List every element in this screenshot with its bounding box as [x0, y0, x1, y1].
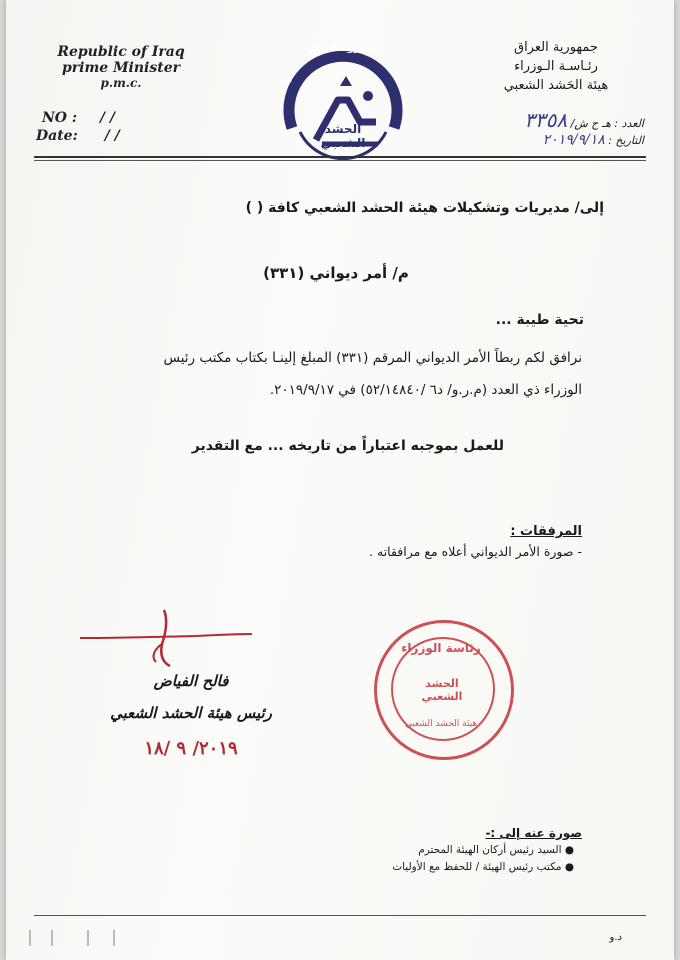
- handwritten-signature: [76, 604, 256, 674]
- recipient-line: إلى/ مديريات وتشكيلات هيئة الحشد الشعبي كافة ( ): [245, 200, 604, 216]
- closing-line: للعمل بموجبه اعتباراً من تاريخه ... مع التقدير: [191, 438, 504, 454]
- signatory-name: فالح الفياض: [153, 672, 229, 690]
- no-value: / /: [99, 110, 116, 126]
- date-value-en: / /: [104, 128, 120, 144]
- header-divider-thin: [34, 160, 646, 161]
- header-date-en: [36, 128, 120, 144]
- number-value-ar: ٣٣٥٨: [524, 108, 568, 132]
- logo-ring-text: جمهورية العراق: [308, 44, 378, 54]
- date-label-ar: التاريخ :: [608, 134, 644, 147]
- header-country-ar: جمهورية العراق: [514, 40, 598, 55]
- subject-line: م/ أمر ديواني (٣٣١): [263, 264, 409, 282]
- logo-center-text: الحشد الشعبي: [320, 122, 366, 150]
- commission-logo: [278, 36, 408, 160]
- official-stamp: [374, 620, 514, 760]
- english-header: [46, 44, 196, 90]
- header-country-en: Republic of Iraq: [57, 44, 185, 60]
- copies-item: ● السيد رئيس أركان الهيئة المحترم: [418, 844, 574, 856]
- attachments-title: المرفقات :: [510, 524, 582, 539]
- binder-marks: [24, 928, 124, 948]
- date-label-en: Date:: [36, 128, 78, 144]
- body-paragraph-line-2: الوزراء ذي العدد (م.ر.و/ د٦ /٥٢/١٤٨٤٠) في ٢٠١٩/٩/١٧.: [269, 382, 582, 398]
- number-label-ar: العدد : هـ ح ش/: [567, 117, 644, 130]
- document-page: [6, 0, 674, 960]
- header-date-ar: [444, 132, 644, 148]
- header-office-ar: رئـاسـة الـوزراء: [514, 59, 598, 74]
- date-value-ar: ٢٠١٩/٩/١٨: [542, 132, 605, 148]
- no-label: NO :: [42, 110, 78, 126]
- stamp-outer-text: رئاسة الوزراء: [401, 641, 481, 655]
- copies-item: ● مكتب رئيس الهيئة / للحفظ مع الأوليات: [392, 861, 574, 873]
- stamp-inner-text: الحشد الشعبي: [421, 677, 463, 703]
- header-office-en: prime Minister: [61, 60, 181, 76]
- header-number-ar: [444, 108, 644, 132]
- header-divider: [34, 156, 646, 158]
- attachments-item: - صورة الأمر الديواني أعلاه مع مرافقاته .: [369, 544, 582, 559]
- signature-date: ٢٠١٩/ ٩ /١٨: [144, 738, 238, 759]
- logo-side-text: هيئة: [280, 76, 292, 84]
- page-mark: د.و: [609, 932, 622, 943]
- header-number-en: [42, 110, 115, 126]
- binder-marks-graphic: [24, 928, 124, 948]
- header-abbr-en: p.m.c.: [100, 76, 142, 90]
- arabic-header: [476, 38, 636, 95]
- stamp-bottom-text: هيئة الحشد الشعبي: [404, 719, 478, 729]
- footer-divider: [34, 915, 646, 916]
- header-commission-ar: هيئة الحَشد الشعبي: [503, 78, 609, 93]
- copies-title: صورة عنه إلى :-: [485, 826, 582, 840]
- signatory-title: رئيس هيئة الحشد الشعبي: [110, 704, 272, 722]
- copies-list: [314, 842, 574, 876]
- greeting-line: تحية طيبة ...: [495, 312, 584, 328]
- body-paragraph-line-1: نرافق لكم ربطاً الأمر الديواني المرقم (٣٣١) المبلغ إلينـا بكتاب مكتب رئيس: [163, 350, 582, 366]
- signature-mark: [76, 604, 256, 674]
